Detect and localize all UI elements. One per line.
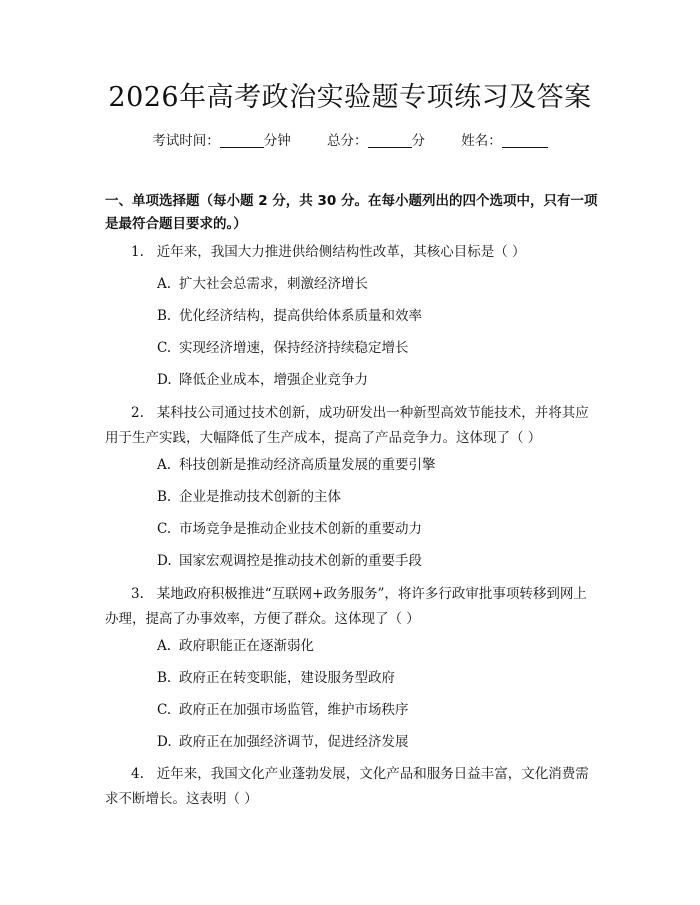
total-score-unit: 分 xyxy=(411,133,425,149)
question-4 xyxy=(105,762,600,812)
option-text: 降低企业成本，增强企业竞争力 xyxy=(179,372,368,388)
question-stem: 近年来，我国文化产业蓬勃发展，文化产品和服务日益丰富，文化消费需求不断增长。这表明（ ） xyxy=(105,766,589,807)
option-letter: C. xyxy=(157,521,172,537)
question-number: 1. xyxy=(131,244,144,260)
total-score-field xyxy=(327,130,425,152)
question-number: 4. xyxy=(131,766,144,782)
exam-info-line xyxy=(0,130,700,152)
option-text: 政府职能正在逐渐弱化 xyxy=(179,638,314,654)
option-1b xyxy=(157,306,422,326)
option-1c xyxy=(157,338,409,358)
option-3b xyxy=(157,668,395,688)
exam-time-blank xyxy=(220,133,264,148)
option-1a xyxy=(157,274,368,294)
option-letter: D. xyxy=(157,553,172,569)
exam-time-unit: 分钟 xyxy=(263,133,291,149)
option-text: 市场竞争是推动企业技术创新的重要动力 xyxy=(179,521,422,537)
option-letter: B. xyxy=(157,489,172,505)
section-heading: 一、单项选择题（每小题 2 分，共 30 分。在每小题列出的四个选项中，只有一项是最符合题目要求的。） xyxy=(105,193,598,232)
option-letter: A. xyxy=(157,457,172,473)
option-text: 科技创新是推动经济高质量发展的重要引擎 xyxy=(179,457,436,473)
question-number: 3. xyxy=(131,586,144,602)
option-text: 国家宏观调控是推动技术创新的重要手段 xyxy=(179,553,422,569)
page-title: 2026年高考政治实验题专项练习及答案 xyxy=(108,82,592,113)
question-stem: 某科技公司通过技术创新，成功研发出一种新型高效节能技术，并将其应用于生产实践，大幅降低了生产成本，提高了产品竞争力。这体现了（ ） xyxy=(105,405,589,446)
option-2a xyxy=(157,455,436,475)
option-text: 扩大社会总需求，刺激经济增长 xyxy=(179,276,368,292)
option-letter: B. xyxy=(157,308,172,324)
total-score-blank xyxy=(368,133,412,148)
option-text: 政府正在加强经济调节，促进经济发展 xyxy=(179,734,409,750)
option-text: 政府正在转变职能，建设服务型政府 xyxy=(179,670,395,686)
question-stem: 近年来，我国大力推进供给侧结构性改革，其核心目标是（ ） xyxy=(156,244,526,260)
option-3c xyxy=(157,700,409,720)
option-letter: B. xyxy=(157,670,172,686)
option-1d xyxy=(157,370,368,390)
option-letter: D. xyxy=(157,734,172,750)
option-text: 优化经济结构，提高供给体系质量和效率 xyxy=(179,308,422,324)
option-letter: C. xyxy=(157,702,172,718)
option-letter: D. xyxy=(157,372,172,388)
question-2 xyxy=(105,401,600,451)
exam-time-field xyxy=(152,130,291,152)
option-letter: C. xyxy=(157,340,172,356)
question-stem: 某地政府积极推进“互联网+政务服务”，将许多行政审批事项转移到网上办理，提高了办事效率，方便了群众。这体现了（ ） xyxy=(105,586,587,627)
option-text: 政府正在加强市场监管，维护市场秩序 xyxy=(179,702,409,718)
exam-time-label: 考试时间： xyxy=(152,133,220,149)
total-score-label: 总分： xyxy=(327,133,368,149)
student-name-field xyxy=(461,130,548,152)
question-1 xyxy=(105,240,600,265)
option-3a xyxy=(157,636,314,656)
question-number: 2. xyxy=(131,405,144,421)
question-3 xyxy=(105,582,600,632)
option-2b xyxy=(157,487,341,507)
option-letter: A. xyxy=(157,276,172,292)
option-letter: A. xyxy=(157,638,172,654)
option-2d xyxy=(157,551,422,571)
student-name-label: 姓名： xyxy=(461,133,502,149)
student-name-blank xyxy=(502,133,548,148)
option-2c xyxy=(157,519,422,539)
option-3d xyxy=(157,732,409,752)
option-text: 企业是推动技术创新的主体 xyxy=(179,489,341,505)
option-text: 实现经济增速，保持经济持续稳定增长 xyxy=(179,340,409,356)
